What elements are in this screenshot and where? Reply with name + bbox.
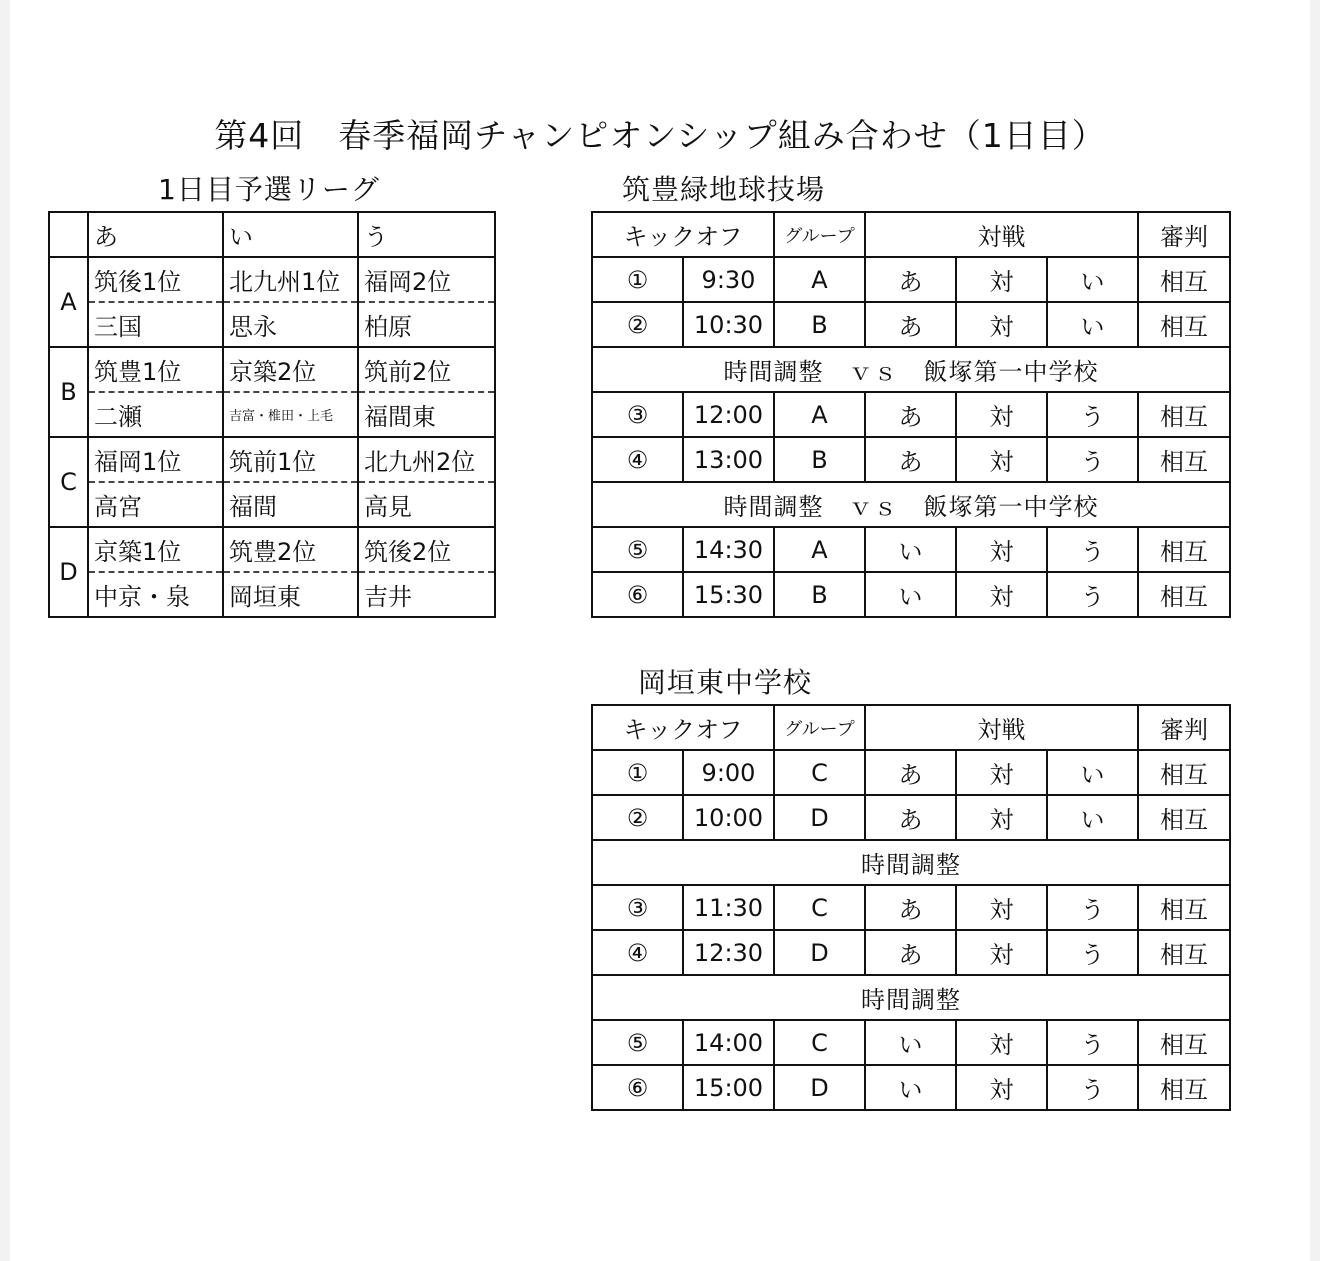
referee-cell: 相互 xyxy=(1138,795,1230,840)
referee-cell: 相互 xyxy=(1138,302,1230,347)
kickoff-time: 9:30 xyxy=(683,257,774,302)
match-number: ① xyxy=(592,257,683,302)
referee-header: 審判 xyxy=(1138,212,1230,257)
match-row xyxy=(592,437,1230,482)
home-team: い xyxy=(865,572,956,617)
match-number: ⑤ xyxy=(592,527,683,572)
group-header: グループ xyxy=(774,705,865,750)
league-header-cell: あ xyxy=(88,212,223,257)
team-cell: 京築1位 xyxy=(88,527,223,572)
versus-label: 対 xyxy=(956,392,1047,437)
home-team: あ xyxy=(865,795,956,840)
kickoff-header: キックオフ xyxy=(592,212,774,257)
match-number: ④ xyxy=(592,930,683,975)
schedule-header-row xyxy=(592,705,1230,750)
league-header-row xyxy=(49,212,495,257)
home-team: い xyxy=(865,1020,956,1065)
team-cell: 高宮 xyxy=(88,482,223,527)
kickoff-time: 10:00 xyxy=(683,795,774,840)
away-team: う xyxy=(1047,885,1138,930)
league-row xyxy=(49,482,495,527)
kickoff-time: 13:00 xyxy=(683,437,774,482)
home-team: あ xyxy=(865,930,956,975)
match-row xyxy=(592,302,1230,347)
home-team: あ xyxy=(865,302,956,347)
match-header: 対戦 xyxy=(865,705,1138,750)
match-header: 対戦 xyxy=(865,212,1138,257)
kickoff-time: 14:00 xyxy=(683,1020,774,1065)
venue2-schedule-table xyxy=(591,704,1231,1111)
match-group: D xyxy=(774,1065,865,1110)
schedule-header-row xyxy=(592,212,1230,257)
referee-cell: 相互 xyxy=(1138,437,1230,482)
home-team: い xyxy=(865,1065,956,1110)
referee-header: 審判 xyxy=(1138,705,1230,750)
kickoff-time: 9:00 xyxy=(683,750,774,795)
home-team: い xyxy=(865,527,956,572)
team-cell: 吉富・椎田・上毛 xyxy=(223,392,358,437)
referee-cell: 相互 xyxy=(1138,572,1230,617)
referee-cell: 相互 xyxy=(1138,527,1230,572)
match-group: A xyxy=(774,392,865,437)
document-sheet xyxy=(10,0,1310,1261)
home-team: あ xyxy=(865,885,956,930)
away-team: い xyxy=(1047,302,1138,347)
kickoff-time: 12:00 xyxy=(683,392,774,437)
kickoff-time: 10:30 xyxy=(683,302,774,347)
home-team: あ xyxy=(865,437,956,482)
team-cell: 思永 xyxy=(223,302,358,347)
versus-label: 対 xyxy=(956,930,1047,975)
match-group: C xyxy=(774,1020,865,1065)
schedule-break-cell: 時間調整 xyxy=(592,840,1230,885)
versus-label: 対 xyxy=(956,527,1047,572)
team-cell: 筑後2位 xyxy=(358,527,495,572)
venue2-caption: 岡垣東中学校 xyxy=(638,666,813,699)
league-row xyxy=(49,392,495,437)
match-group: B xyxy=(774,302,865,347)
league-row xyxy=(49,257,495,302)
match-group: D xyxy=(774,930,865,975)
team-cell: 筑前1位 xyxy=(223,437,358,482)
league-caption: 1日目予選リーグ xyxy=(158,173,380,206)
group-label: B xyxy=(49,347,88,437)
versus-label: 対 xyxy=(956,750,1047,795)
match-number: ④ xyxy=(592,437,683,482)
away-team: う xyxy=(1047,1020,1138,1065)
away-team: い xyxy=(1047,750,1138,795)
away-team: う xyxy=(1047,527,1138,572)
match-number: ② xyxy=(592,795,683,840)
match-number: ⑥ xyxy=(592,572,683,617)
match-row xyxy=(592,885,1230,930)
league-table xyxy=(48,211,496,618)
team-cell: 京築2位 xyxy=(223,347,358,392)
team-cell: 高見 xyxy=(358,482,495,527)
league-row xyxy=(49,347,495,392)
match-group: B xyxy=(774,437,865,482)
home-team: あ xyxy=(865,750,956,795)
team-cell: 三国 xyxy=(88,302,223,347)
group-label: C xyxy=(49,437,88,527)
group-label: A xyxy=(49,257,88,347)
referee-cell: 相互 xyxy=(1138,392,1230,437)
schedule-break-cell: 時間調整 xyxy=(592,975,1230,1020)
schedule-break-row xyxy=(592,347,1230,392)
schedule-break-cell: 時間調整 ｖｓ 飯塚第一中学校 xyxy=(592,347,1230,392)
match-row xyxy=(592,750,1230,795)
team-cell: 福岡1位 xyxy=(88,437,223,482)
schedule-break-cell: 時間調整 ｖｓ 飯塚第一中学校 xyxy=(592,482,1230,527)
team-cell: 中京・泉 xyxy=(88,572,223,617)
match-row xyxy=(592,257,1230,302)
team-cell: 福間 xyxy=(223,482,358,527)
match-number: ② xyxy=(592,302,683,347)
away-team: う xyxy=(1047,572,1138,617)
versus-label: 対 xyxy=(956,257,1047,302)
league-header-cell: う xyxy=(358,212,495,257)
league-row xyxy=(49,302,495,347)
away-team: う xyxy=(1047,1065,1138,1110)
team-cell: 福岡2位 xyxy=(358,257,495,302)
match-number: ① xyxy=(592,750,683,795)
versus-label: 対 xyxy=(956,1065,1047,1110)
home-team: あ xyxy=(865,392,956,437)
league-row xyxy=(49,437,495,482)
team-cell: 岡垣東 xyxy=(223,572,358,617)
match-group: A xyxy=(774,257,865,302)
away-team: う xyxy=(1047,930,1138,975)
match-row xyxy=(592,795,1230,840)
kickoff-time: 15:00 xyxy=(683,1065,774,1110)
league-header-corner xyxy=(49,212,88,257)
page-title: 第4回 春季福岡チャンピオンシップ組み合わせ（1日目） xyxy=(214,116,1106,155)
team-cell: 福間東 xyxy=(358,392,495,437)
match-row xyxy=(592,527,1230,572)
group-header: グループ xyxy=(774,212,865,257)
team-cell: 筑豊1位 xyxy=(88,347,223,392)
match-number: ③ xyxy=(592,885,683,930)
match-group: C xyxy=(774,885,865,930)
venue1-schedule-table xyxy=(591,211,1231,618)
versus-label: 対 xyxy=(956,302,1047,347)
kickoff-time: 15:30 xyxy=(683,572,774,617)
referee-cell: 相互 xyxy=(1138,885,1230,930)
versus-label: 対 xyxy=(956,437,1047,482)
kickoff-header: キックオフ xyxy=(592,705,774,750)
versus-label: 対 xyxy=(956,1020,1047,1065)
versus-label: 対 xyxy=(956,795,1047,840)
away-team: う xyxy=(1047,392,1138,437)
schedule-break-row xyxy=(592,840,1230,885)
match-group: D xyxy=(774,795,865,840)
team-cell: 北九州1位 xyxy=(223,257,358,302)
referee-cell: 相互 xyxy=(1138,1065,1230,1110)
referee-cell: 相互 xyxy=(1138,750,1230,795)
league-header-cell: い xyxy=(223,212,358,257)
away-team: う xyxy=(1047,437,1138,482)
league-row xyxy=(49,527,495,572)
referee-cell: 相互 xyxy=(1138,257,1230,302)
schedule-break-row xyxy=(592,975,1230,1020)
away-team: い xyxy=(1047,257,1138,302)
group-label: D xyxy=(49,527,88,617)
league-row xyxy=(49,572,495,617)
match-group: A xyxy=(774,527,865,572)
referee-cell: 相互 xyxy=(1138,1020,1230,1065)
match-group: B xyxy=(774,572,865,617)
referee-cell: 相互 xyxy=(1138,930,1230,975)
match-number: ⑥ xyxy=(592,1065,683,1110)
venue1-caption: 筑豊緑地球技場 xyxy=(622,173,826,206)
kickoff-time: 12:30 xyxy=(683,930,774,975)
kickoff-time: 14:30 xyxy=(683,527,774,572)
match-row xyxy=(592,930,1230,975)
team-cell: 柏原 xyxy=(358,302,495,347)
team-cell: 北九州2位 xyxy=(358,437,495,482)
match-row xyxy=(592,1065,1230,1110)
team-cell: 二瀬 xyxy=(88,392,223,437)
versus-label: 対 xyxy=(956,572,1047,617)
away-team: い xyxy=(1047,795,1138,840)
match-group: C xyxy=(774,750,865,795)
team-cell: 筑後1位 xyxy=(88,257,223,302)
match-number: ③ xyxy=(592,392,683,437)
team-cell: 筑豊2位 xyxy=(223,527,358,572)
match-row xyxy=(592,392,1230,437)
team-cell: 吉井 xyxy=(358,572,495,617)
home-team: あ xyxy=(865,257,956,302)
match-row xyxy=(592,572,1230,617)
team-cell: 筑前2位 xyxy=(358,347,495,392)
schedule-break-row xyxy=(592,482,1230,527)
match-number: ⑤ xyxy=(592,1020,683,1065)
match-row xyxy=(592,1020,1230,1065)
versus-label: 対 xyxy=(956,885,1047,930)
kickoff-time: 11:30 xyxy=(683,885,774,930)
